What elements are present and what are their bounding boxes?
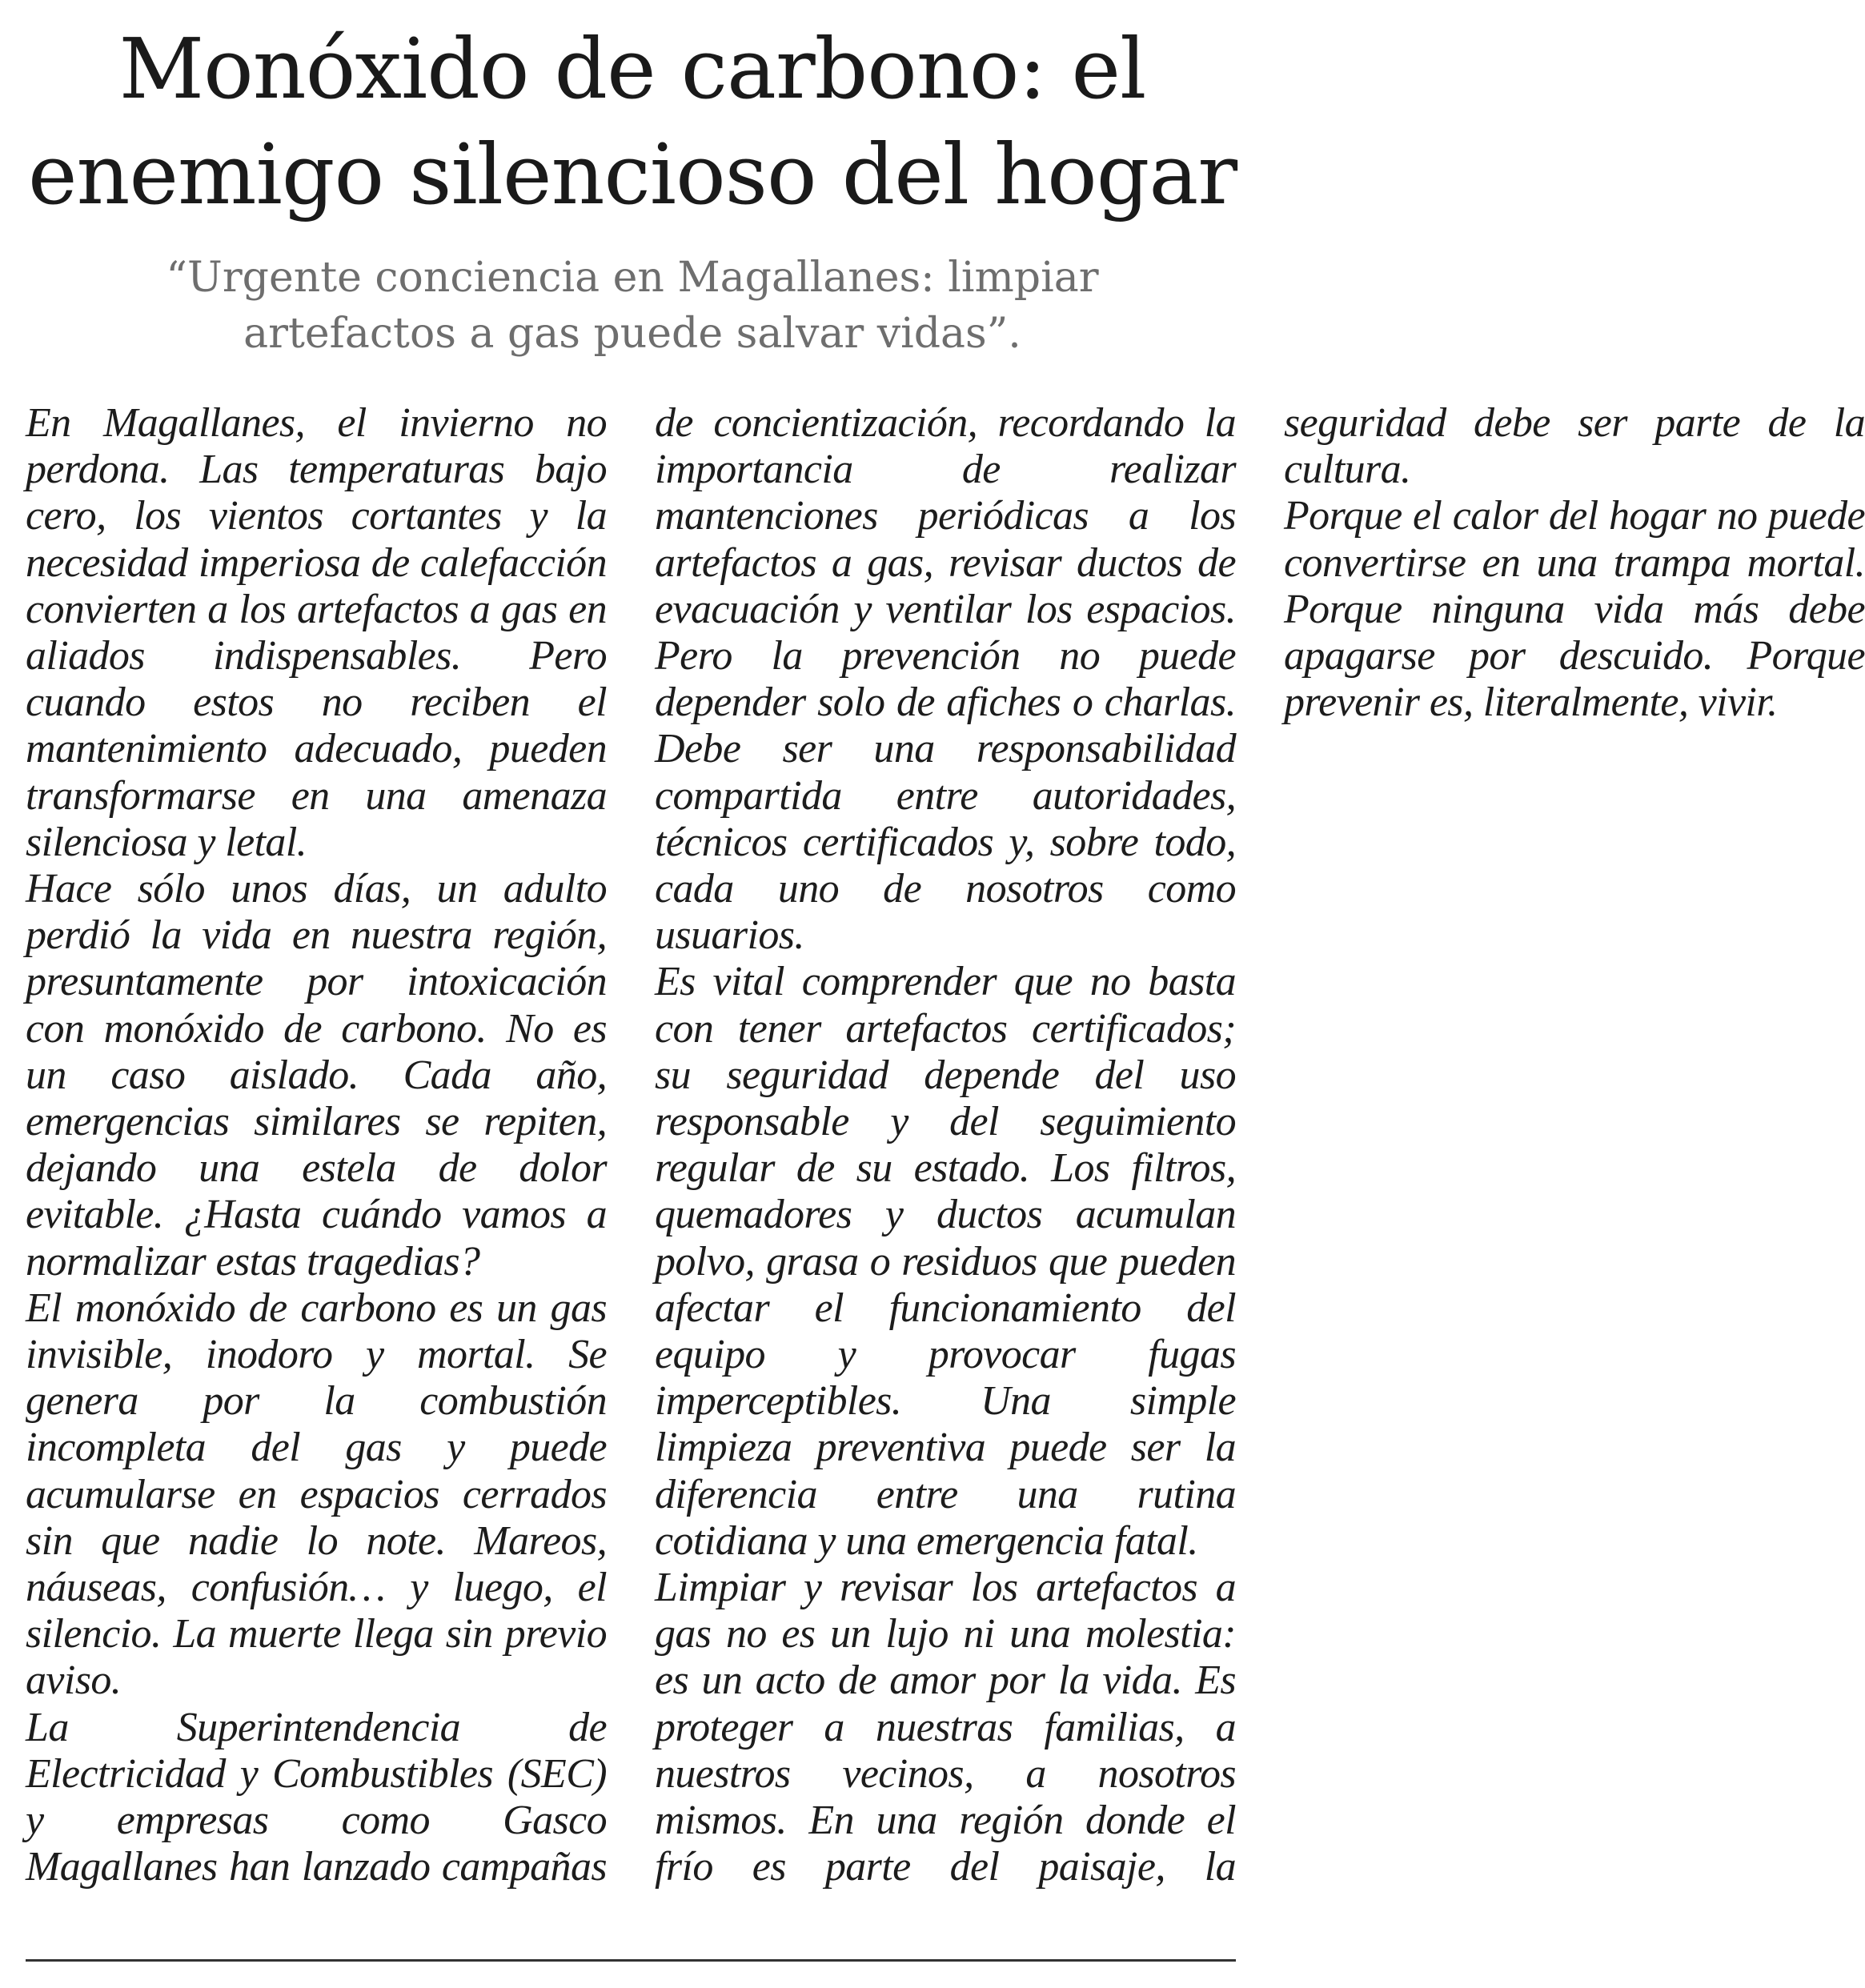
paragraph: El monóxido de carbono es un gas invisible, inodoro y mortal. Se genera por la combustión incompleta del gas y puede acumularse en espacios cerrados sin que nadie lo note. Mareos, náuseas, confusión… y luego, el silencio. La muerte llega sin previo aviso. (26, 1285, 607, 1704)
paragraph: Porque el calor del hogar no puede convertirse en una trampa mortal. Porque ninguna vida más debe apagarse por descuido. Porque prevenir es, literalmente, vivir. (1284, 493, 1865, 726)
subhead-quote: “Urgente conciencia en Magallanes: limpiar artefactos a gas puede salvar vidas”. (166, 254, 1099, 358)
headline: Monóxido de carbono: el enemigo silencioso del hogar (27, 20, 1237, 223)
paragraph: Hace sólo unos días, un adulto perdió la vida en nuestra región, presuntamente por intoxicación con monóxido de carbono. No es un caso aislado. Cada año, emergencias similares se repiten, dejando una estela de dolor evitable. ¿Hasta cuándo vamos a normalizar estas tragedias? (26, 866, 607, 1285)
paragraph: En Magallanes, el invierno no perdona. Las temperaturas bajo cero, los vientos cortantes y la necesidad imperiosa de calefacción convierten a los artefactos a gas en aliados indispensables. Pero cuando estos no reciben el mantenimiento adecuado, pueden transformarse en una amenaza silenciosa y letal. (26, 400, 607, 865)
paragraph: La Superintendencia de Electricidad y Combustibles (SEC) y empresas como Gasco Magallanes han lanzado campañas de concientización, recordando la importancia de realizar mantenciones periódicas a los artefactos a gas, revisar ductos de evacuación y ventilar los espacios. Pero la prevención no puede depender solo de afiches o charlas. Debe ser una responsabilidad compartida entre autoridades, técnicos certificados y, sobre todo, cada uno de nosotros como usuarios. (26, 400, 1236, 1890)
paragraph: Es vital comprender que no basta con tener artefactos certificados; su seguridad depende del uso responsable y del seguimiento regular de su estado. Los filtros, quemadores y ductos acumulan polvo, grasa o residuos que pueden afectar el funcionamiento del equipo y provocar fugas imperceptibles. Una simple limpieza preventiva puede ser la diferencia entre una rutina cotidiana y una emergencia fatal. (655, 959, 1236, 1564)
bottom-divider (26, 1959, 1236, 1962)
article-body (26, 400, 1865, 1925)
paragraph: Limpiar y revisar los artefactos a gas no es un lujo ni una molestia: es un acto de amor por la vida. Es proteger a nuestras familias, a nuestros vecinos, a nosotros mismos. En una región donde el frío es parte del paisaje, la seguridad debe ser parte de la cultura. (655, 400, 1865, 1890)
